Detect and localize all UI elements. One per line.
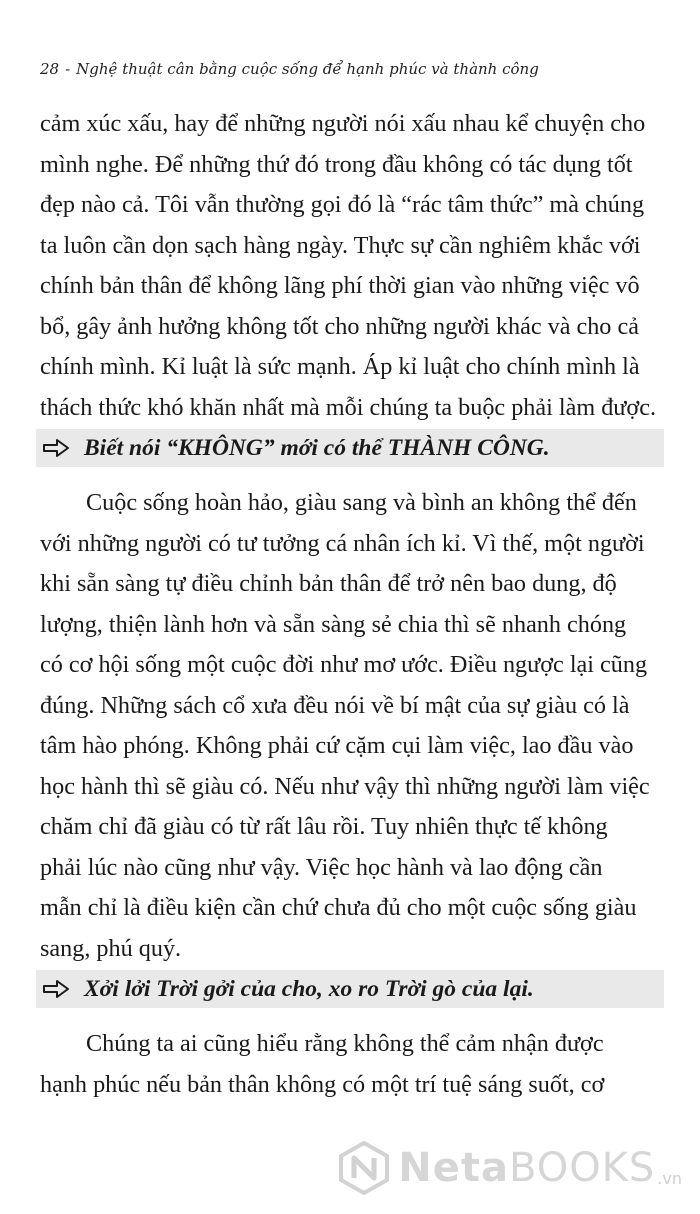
text-line: mẫn chỉ là điều kiện cần chứ chưa đủ cho một cuộc sống giàu <box>40 894 637 921</box>
watermark <box>336 1140 682 1196</box>
text-line: lượng, thiện lành hơn và sẵn sàng sẻ chia thì sẽ nhanh chóng <box>40 610 627 638</box>
text-line: Chúng ta ai cũng hiểu rằng không thể cảm nhận được <box>86 1030 604 1057</box>
arrow-right-icon <box>42 438 70 458</box>
text-line: chính mình. Kỉ luật là sức mạnh. Áp kỉ luật cho chính mình là <box>40 353 640 380</box>
page-number: 28 <box>40 60 60 78</box>
text-line: sang, phú quý. <box>40 934 182 962</box>
text-line: chăm chỉ đã giàu có từ rất lâu rồi. Tuy nhiên thực tế không <box>40 813 608 840</box>
netabooks-logo-icon <box>336 1140 392 1196</box>
paragraph-1 <box>40 104 664 428</box>
running-header <box>40 60 539 78</box>
text-line: Cuộc sống hoàn hảo, giàu sang và bình an không thể đến <box>86 489 637 516</box>
book-title: Nghệ thuật cân bằng cuộc sống để hạnh phúc và thành công <box>76 60 539 78</box>
watermark-brand-bold: Neta <box>398 1145 509 1191</box>
text-line: đẹp nào cả. Tôi vẫn thường gọi đó là “rác tâm thức” mà chúng <box>40 191 645 218</box>
text-line: thách thức khó khăn nhất mà mỗi chúng ta buộc phải làm được. <box>40 393 656 421</box>
text-line: với những người có tư tưởng cá nhân ích kỉ. Vì thế, một người <box>40 529 645 557</box>
arrow-right-icon <box>42 979 70 999</box>
text-line: chính bản thân để không lãng phí thời gian vào những việc vô <box>40 272 640 299</box>
paragraph-3 <box>40 1024 664 1105</box>
text-line: học hành thì sẽ giàu có. Nếu như vậy thì những người làm việc <box>40 772 650 800</box>
paragraph-2 <box>40 483 664 969</box>
text-line: khi sẵn sàng tự điều chỉnh bản thân để trở nên bao dung, độ <box>40 570 617 597</box>
section-heading-2 <box>36 970 664 1008</box>
heading-text: Biết nói “KHÔNG” mới có thể THÀNH CÔNG. <box>84 434 550 461</box>
text-line: bổ, gây ảnh hưởng không tốt cho những người khác và cho cả <box>40 312 639 340</box>
text-line: đúng. Những sách cổ xưa đều nói về bí mật của sự giàu có là <box>40 691 630 719</box>
text-line: cảm xúc xấu, hay để những người nói xấu nhau kể chuyện cho <box>40 110 646 137</box>
text-line: tâm hào phóng. Không phải cứ cặm cụi làm việc, lao đầu vào <box>40 732 634 759</box>
section-heading-1 <box>36 429 664 467</box>
text-line: mình nghe. Để những thứ đó trong đầu không có tác dụng tốt <box>40 150 633 178</box>
text-line: ta luôn cần dọn sạch hàng ngày. Thực sự cần nghiêm khắc với <box>40 231 641 259</box>
watermark-brand <box>398 1145 655 1191</box>
heading-text: Xởi lởi Trời gởi của cho, xo ro Trời gò của lại. <box>84 975 534 1002</box>
text-line: hạnh phúc nếu bản thân không có một trí tuệ sáng suốt, cơ <box>40 1070 605 1098</box>
text-line: có cơ hội sống một cuộc đời như mơ ước. Điều ngược lại cũng <box>40 651 648 678</box>
watermark-brand-rest: BOOKS <box>508 1145 656 1191</box>
text-line: phải lúc nào cũng như vậy. Việc học hành và lao động cần <box>40 853 603 881</box>
header-separator: - <box>65 60 71 78</box>
watermark-tld: .vn <box>657 1169 682 1188</box>
